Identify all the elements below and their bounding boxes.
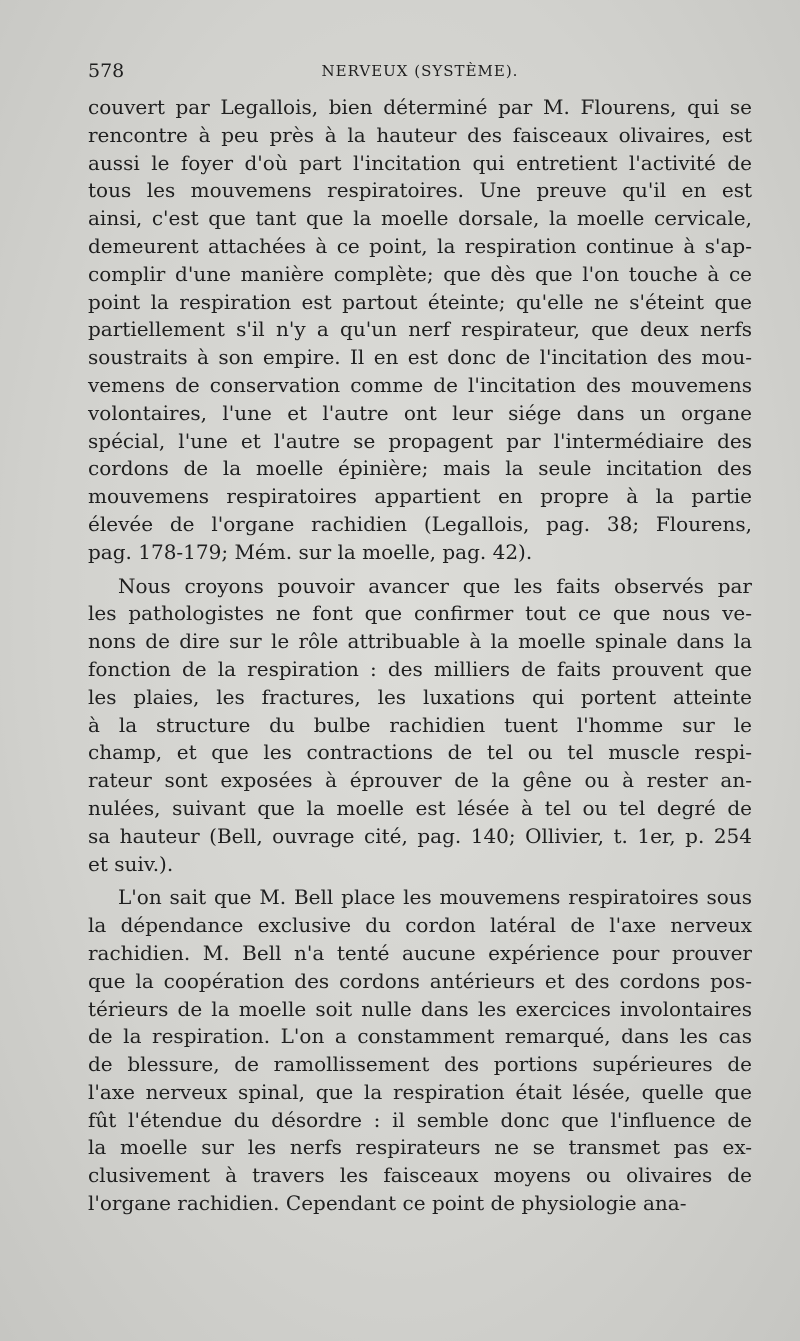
text-line: térieurs de la moelle soit nulle dans les exercices involontaires [88,996,752,1021]
text-line: spécial, l'une et l'autre se propagent par l'intermédiaire des [88,428,752,453]
text-line: aussi le foyer d'où part l'incitation qui entretient l'activité de [88,150,752,175]
text-line: la moelle sur les nerfs respirateurs ne se transmet pas ex- [88,1135,752,1160]
page-header [88,60,752,90]
text-line: nons de dire sur le rôle attribuable à la moelle spinale dans la [88,629,752,654]
text-line: soustraits à son empire. Il en est donc de l'incitation des mou- [88,345,752,370]
text-line: rencontre à peu près à la hauteur des faisceaux olivaires, est [88,122,752,147]
text-line: les pathologistes ne font que confirmer tout ce que nous ve- [88,601,752,626]
paragraph [88,573,752,879]
text-line: les plaies, les fractures, les luxations qui portent atteinte [88,684,752,709]
text-line: demeurent attachées à ce point, la respiration continue à s'ap- [88,233,752,258]
text-line: volontaires, l'une et l'autre ont leur siége dans un organe [88,400,752,425]
text-line: ainsi, c'est que tant que la moelle dorsale, la moelle cervicale, [88,206,752,231]
text-line: la dépendance exclusive du cordon latéral de l'axe nerveux [88,913,752,938]
body-text [88,94,752,1218]
text-line: point la respiration est partout éteinte; qu'elle ne s'éteint que [88,289,752,314]
text-line: sa hauteur (Bell, ouvrage cité, pag. 140; Ollivier, t. 1er, p. 254 [88,823,752,848]
text-line: L'on sait que M. Bell place les mouvemens respiratoires sous [118,885,752,910]
text-line: de la respiration. L'on a constamment remarqué, dans les cas [88,1024,752,1049]
text-line: rachidien. M. Bell n'a tenté aucune expérience pour prouver [88,940,752,965]
text-line: couvert par Legallois, bien déterminé par M. Flourens, qui se [88,95,752,119]
text-line: mouvemens respiratoires appartient en propre à la partie [88,484,752,509]
text-line: nulées, suivant que la moelle est lésée à tel ou tel degré de [88,795,752,820]
text-line: partiellement s'il n'y a qu'un nerf respirateur, que deux nerfs [88,317,752,342]
text-line: pag. 178-179; Mém. sur la moelle, pag. 42). [88,539,533,564]
text-line: rateur sont exposées à éprouver de la gêne ou à rester an- [88,768,752,793]
text-line: cordons de la moelle épinière; mais la seule incitation des [88,456,752,481]
text-line: vemens de conservation comme de l'incitation des mouvemens [88,372,752,397]
text-line: l'organe rachidien. Cependant ce point de physiologie ana- [88,1191,687,1216]
running-head: NERVEUX (SYSTÈME). [321,62,519,80]
text-line: tous les mouvemens respiratoires. Une preuve qu'il en est [88,178,752,203]
paragraph [88,884,752,1218]
text-line: champ, et que les contractions de tel ou tel muscle respi- [88,740,752,765]
text-line: complir d'une manière complète; que dès que l'on touche à ce [88,261,752,286]
text-line: l'axe nerveux spinal, que la respiration était lésée, quelle que [88,1079,752,1104]
text-line: de blessure, de ramollissement des portions supérieures de [88,1052,752,1077]
text-line: élevée de l'organe rachidien (Legallois, pag. 38; Flourens, [88,511,752,536]
text-line: et suiv.). [88,851,174,876]
text-line: Nous croyons pouvoir avancer que les faits observés par [118,573,752,598]
page-number: 578 [88,60,125,82]
text-line: que la coopération des cordons antérieurs et des cordons pos- [88,968,752,993]
text-line: clusivement à travers les faisceaux moyens ou olivaires de [88,1163,752,1188]
paragraph [88,94,752,567]
text-line: à la structure du bulbe rachidien tuent l'homme sur le [88,712,752,737]
text-line: fonction de la respiration : des milliers de faits prouvent que [88,656,752,681]
text-line: fût l'étendue du désordre : il semble donc que l'influence de [88,1107,752,1132]
